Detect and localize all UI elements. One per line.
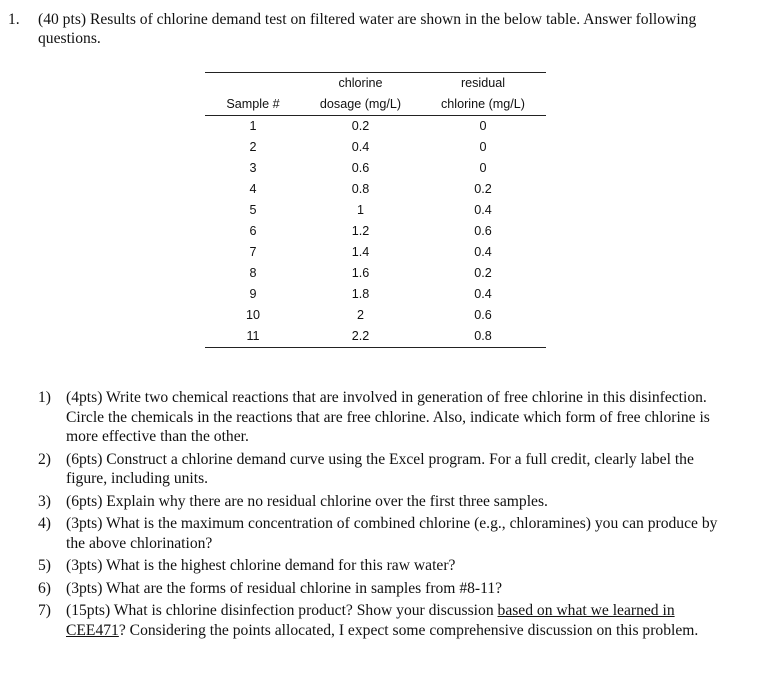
question-item: [38, 601, 738, 640]
header-dosage-top: chlorine: [338, 76, 383, 90]
table-row: [205, 242, 546, 263]
cell-dosage: 1: [356, 203, 364, 217]
question-text: (3pts) What is the highest chlorine demand for this raw water?: [66, 557, 456, 574]
chlorine-demand-table: [205, 72, 546, 348]
cell-residual: 0: [479, 161, 487, 175]
table-row: [205, 200, 546, 221]
question-item: [38, 492, 738, 512]
cell-residual: 0.4: [474, 245, 492, 259]
cell-residual: 0.4: [474, 203, 492, 217]
table-row: [205, 284, 546, 305]
cell-sample: 3: [249, 161, 257, 175]
cell-sample: 1: [249, 119, 257, 133]
cell-sample: 7: [249, 245, 257, 259]
table-row: [205, 179, 546, 200]
cell-residual: 0.6: [474, 308, 492, 322]
header-sample: Sample #: [205, 94, 301, 116]
cell-sample: 5: [249, 203, 257, 217]
question-number: 7): [38, 602, 51, 619]
problem-number: 1.: [8, 11, 20, 28]
cell-dosage: 2: [356, 308, 364, 322]
cell-dosage: 0.4: [351, 140, 370, 154]
question-number: 4): [38, 515, 51, 532]
question-number: 6): [38, 579, 51, 597]
table-row: [205, 137, 546, 158]
header-residual-top: residual: [460, 76, 506, 90]
question-text: (3pts) What are the forms of residual chlorine in samples from #8-11?: [66, 579, 503, 597]
question-number: 2): [38, 450, 51, 468]
question-text-before: (15pts) What is chlorine disinfection product? Show your discussion: [66, 602, 498, 619]
question-text: (6pts) Construct a chlorine demand curve using the Excel program. For a full credit, clearly label the figure, including units.: [66, 450, 694, 487]
cell-dosage: 1.8: [351, 287, 370, 301]
header-residual: chlorine (mg/L): [420, 94, 546, 116]
question-list: [38, 388, 738, 643]
cell-residual: 0: [479, 119, 487, 133]
cell-residual: 0.8: [474, 329, 492, 343]
cell-residual: 0.6: [474, 224, 492, 238]
table-row: [205, 158, 546, 179]
problem-text: (40 pts) Results of chlorine demand test on filtered water are shown in the below table. Answer following questions.: [38, 11, 697, 47]
cell-sample: 6: [249, 224, 257, 238]
question-item: [38, 388, 738, 447]
question-item: [38, 450, 738, 489]
table-row: [205, 326, 546, 348]
question-item: [38, 514, 738, 553]
table-row: [205, 305, 546, 326]
cell-residual: 0.4: [474, 287, 492, 301]
question-text-after: ? Considering the points allocated, I expect some comprehensive discussion on this problem.: [118, 621, 699, 639]
question-number: 1): [38, 389, 51, 406]
cell-residual: 0.2: [474, 182, 492, 196]
cell-dosage: 1.2: [351, 224, 370, 238]
cell-sample: 2: [249, 140, 257, 154]
header-sample-top: [205, 73, 301, 95]
question-text: (3pts) What is the maximum concentration of combined chlorine (e.g., chloramines) you can produce by the above chlorination?: [66, 515, 718, 552]
header-dosage: dosage (mg/L): [301, 94, 420, 116]
cell-sample: 11: [246, 329, 260, 343]
question-text-underlined: based on what we learned in CEE471: [66, 602, 675, 639]
question-text: (6pts) Explain why there are no residual chlorine over the first three samples.: [66, 492, 548, 510]
cell-sample: 4: [249, 182, 257, 196]
table-header-row-bottom: [205, 94, 546, 116]
cell-dosage: 2.2: [351, 329, 370, 343]
cell-dosage: 1.4: [351, 245, 370, 259]
cell-sample: 10: [245, 308, 260, 322]
problem-statement: [8, 10, 743, 48]
cell-sample: 8: [249, 266, 257, 280]
cell-dosage: 0.2: [351, 119, 370, 133]
cell-dosage: 0.6: [351, 161, 370, 175]
table-row: [205, 263, 546, 284]
question-item: [38, 556, 738, 576]
table-row: [205, 116, 546, 138]
question-item: [38, 579, 738, 599]
question-text: (4pts) Write two chemical reactions that are involved in generation of free chlorine in this disinfection. Circle the chemicals in the reactions that are free chlorine. Also, indicate which form of free chlorine is more effective than the other.: [66, 389, 710, 445]
cell-dosage: 0.8: [351, 182, 370, 196]
cell-residual: 0: [479, 140, 487, 154]
table-row: [205, 221, 546, 242]
question-number: 3): [38, 492, 51, 510]
cell-residual: 0.2: [474, 266, 492, 280]
cell-sample: 9: [249, 287, 257, 301]
table-header-row-top: [205, 73, 546, 95]
cell-dosage: 1.6: [351, 266, 370, 280]
question-number: 5): [38, 557, 51, 574]
